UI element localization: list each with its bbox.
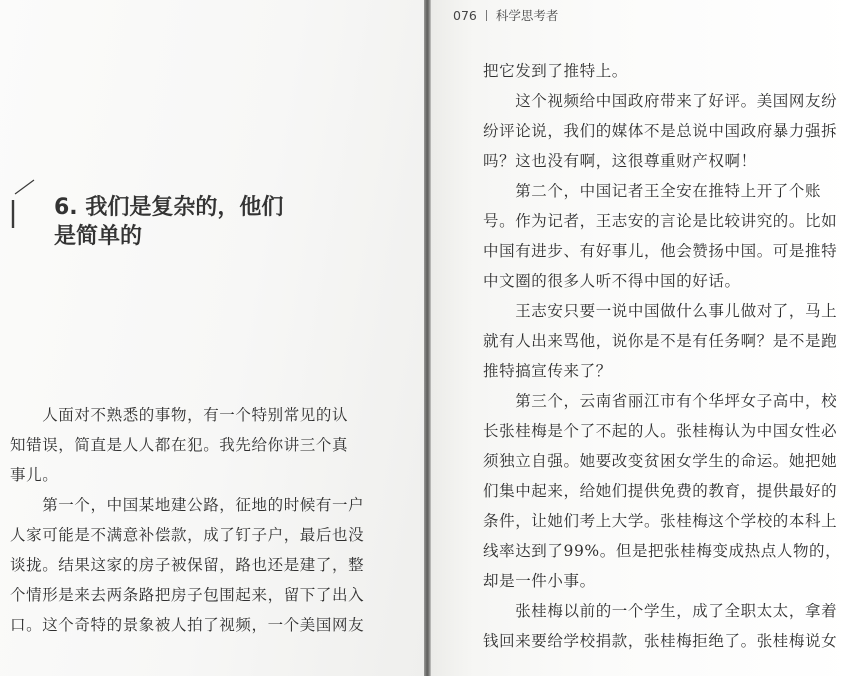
chapter-bracket-mark <box>10 178 40 230</box>
text-line: 知错误，简直是人人都在犯。我先给你讲三个真 <box>10 436 349 454</box>
text-line: 中文圈的很多人听不得中国的好话。 <box>483 272 741 290</box>
text-line: 条件，让她们考上大学。张桂梅这个学校的本科上 <box>483 512 838 530</box>
header-divider <box>486 10 487 21</box>
text-line: 却是一件小事。 <box>483 572 596 590</box>
text-line: 线率达到了99%。但是把张桂梅变成热点人物的， <box>483 542 842 560</box>
text-line: 中国有进步、有好事儿，他会赞扬中国。可是推特 <box>483 242 838 260</box>
text-line: 推特搞宣传来了？ <box>483 362 612 380</box>
text-line: 号。作为记者，王志安的言论是比较讲究的。比如 <box>483 212 838 230</box>
chapter-title-line-1: 6. 我们是复杂的，他们 <box>54 195 284 220</box>
text-line: 口。这个奇特的景象被人拍了视频，一个美国网友 <box>10 616 365 634</box>
text-line: 纷评论说，我们的媒体不是总说中国政府暴力强拆 <box>483 122 838 140</box>
text-line: 第二个，中国记者王全安在推特上开了个账 <box>483 182 822 200</box>
text-line: 钱回来要给学校捐款，张桂梅拒绝了。张桂梅说女 <box>483 632 838 650</box>
text-line: 王志安只要一说中国做什么事儿做对了，马上 <box>483 302 838 320</box>
text-line: 第三个，云南省丽江市有个华坪女子高中，校 <box>483 392 838 410</box>
left-page <box>0 0 424 676</box>
chapter-title <box>54 193 374 251</box>
text-line: 长张桂梅是个了不起的人。张桂梅认为中国女性必 <box>483 422 838 440</box>
text-line: 这个视频给中国政府带来了好评。美国网友纷 <box>483 92 838 110</box>
text-line: 事儿。 <box>10 466 59 484</box>
chapter-title-line-2: 是简单的 <box>54 224 143 249</box>
book-title: 科学思考者 <box>495 8 559 23</box>
text-line: 第一个，中国某地建公路，征地的时候有一户 <box>10 496 365 514</box>
text-line: 人家可能是不满意补偿款，成了钉子户，最后也没 <box>10 526 365 544</box>
right-body-text <box>483 56 853 656</box>
running-header <box>453 6 558 24</box>
text-line: 们集中起来，给她们提供免费的教育，提供最好的 <box>483 482 838 500</box>
text-line: 谈拢。结果这家的房子被保留，路也还是建了，整 <box>10 556 365 574</box>
page-number: 076 <box>453 8 477 23</box>
text-line: 吗？这也没有啊，这很尊重财产权啊！ <box>483 152 757 170</box>
left-body-text <box>10 400 410 640</box>
book-gutter <box>424 0 431 676</box>
text-line: 人面对不熟悉的事物，有一个特别常见的认 <box>10 406 349 424</box>
text-line: 就有人出来骂他，说你是不是有任务啊？是不是跑 <box>483 332 838 350</box>
text-line: 个情形是来去两条路把房子包围起来，留下了出入 <box>10 586 365 604</box>
text-line: 须独立自强。她要改变贫困女学生的命运。她把她 <box>483 452 838 470</box>
text-line: 把它发到了推特上。 <box>483 62 628 80</box>
text-line: 张桂梅以前的一个学生，成了全职太太，拿着 <box>483 602 838 620</box>
